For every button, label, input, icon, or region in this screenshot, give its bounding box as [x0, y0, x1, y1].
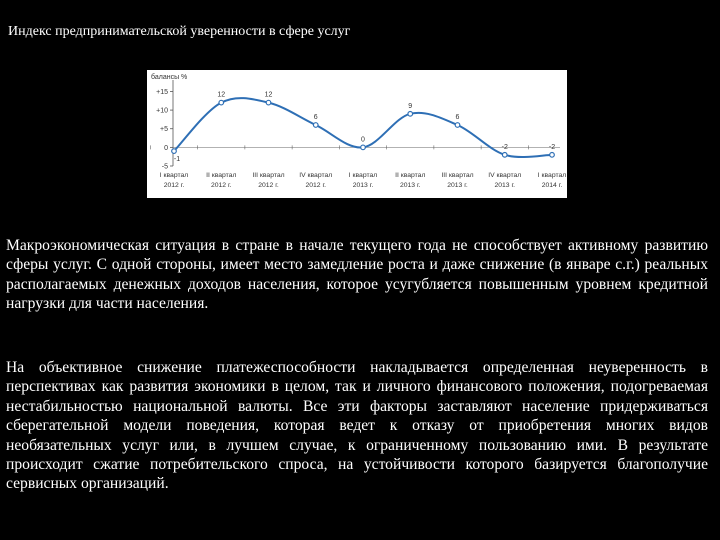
slide-title: Индекс предпринимательской уверенности в сфере услуг: [8, 24, 351, 39]
y-tick-label: +5: [160, 126, 168, 134]
data-point: [219, 100, 224, 105]
x-tick-label-quarter: IV квартал: [299, 172, 333, 179]
x-tick-label-quarter: II квартал: [206, 172, 237, 179]
x-tick-label-quarter: III квартал: [441, 172, 474, 179]
x-tick-label-year: 2013 г.: [399, 182, 421, 189]
x-tick-label-quarter: I квартал: [159, 172, 189, 179]
y-tick-label: 0: [164, 144, 168, 152]
y-tick-label: +10: [156, 107, 168, 115]
data-label: 0: [361, 136, 365, 144]
chart-container: [147, 70, 567, 198]
y-tick-label: +15: [156, 88, 168, 96]
data-point: [455, 123, 460, 128]
data-point: [408, 112, 413, 117]
data-label: -1: [173, 156, 181, 164]
data-label: 9: [408, 102, 413, 110]
x-tick-label-year: 2012 г.: [305, 182, 327, 189]
x-tick-label-quarter: I квартал: [537, 172, 567, 179]
x-tick-label-quarter: II квартал: [395, 172, 426, 179]
data-label: 12: [217, 91, 226, 99]
y-axis-label: балансы %: [151, 74, 188, 81]
paragraph-1: Макроэкономическая ситуация в стране в начале текущего года не способствует активному развитию сферы услуг. С одной стороны, имеет место замедление роста и даже снижение (в январе с.г.) реальных располагаемых денежных доходов населения, которое усугубляется повышенным уровнем кредитной нагрузки для части населения.: [6, 237, 708, 313]
data-label: -2: [501, 143, 508, 151]
y-tick-label: -5: [161, 163, 168, 171]
paragraph-2: На объективное снижение платежеспособности накладывается определенная неуверенность в перспективах как развития экономики в целом, так и личного финансового положения, подогреваемая нестабильностью национальной валюты. Все эти факторы заставляют население придерживаться сберегательной модели поведения, которая ведет к отказу от приобретения многих видов необязательных услуг или, в лучшем случае, к ограниченному пользованию ими. В результате происходит сжатие потребительского спроса, на устойчивости которого базируется благополучие сервисных организаций.: [6, 359, 708, 493]
x-tick-label-year: 2013 г.: [447, 182, 468, 189]
data-point: [266, 100, 271, 105]
x-tick-label-year: 2013 г.: [494, 182, 516, 189]
data-point: [361, 145, 366, 150]
data-point: [550, 153, 555, 158]
data-point: [502, 153, 507, 158]
x-tick-label-year: 2012 г.: [163, 182, 185, 189]
data-label: 12: [264, 91, 273, 99]
x-tick-label-year: 2014 г.: [541, 182, 563, 189]
x-tick-label-quarter: III квартал: [252, 172, 285, 179]
data-label: -2: [548, 143, 556, 151]
line-chart: [147, 70, 567, 198]
x-tick-label-year: 2012 г.: [258, 182, 279, 189]
x-tick-label-year: 2012 г.: [210, 182, 232, 189]
x-tick-label-quarter: I квартал: [348, 172, 378, 179]
data-label: 6: [313, 114, 318, 121]
data-point: [313, 123, 318, 128]
data-label: 6: [455, 114, 460, 121]
x-tick-label-quarter: IV квартал: [488, 172, 522, 179]
data-point: [172, 149, 177, 154]
x-tick-label-year: 2013 г.: [352, 182, 374, 189]
